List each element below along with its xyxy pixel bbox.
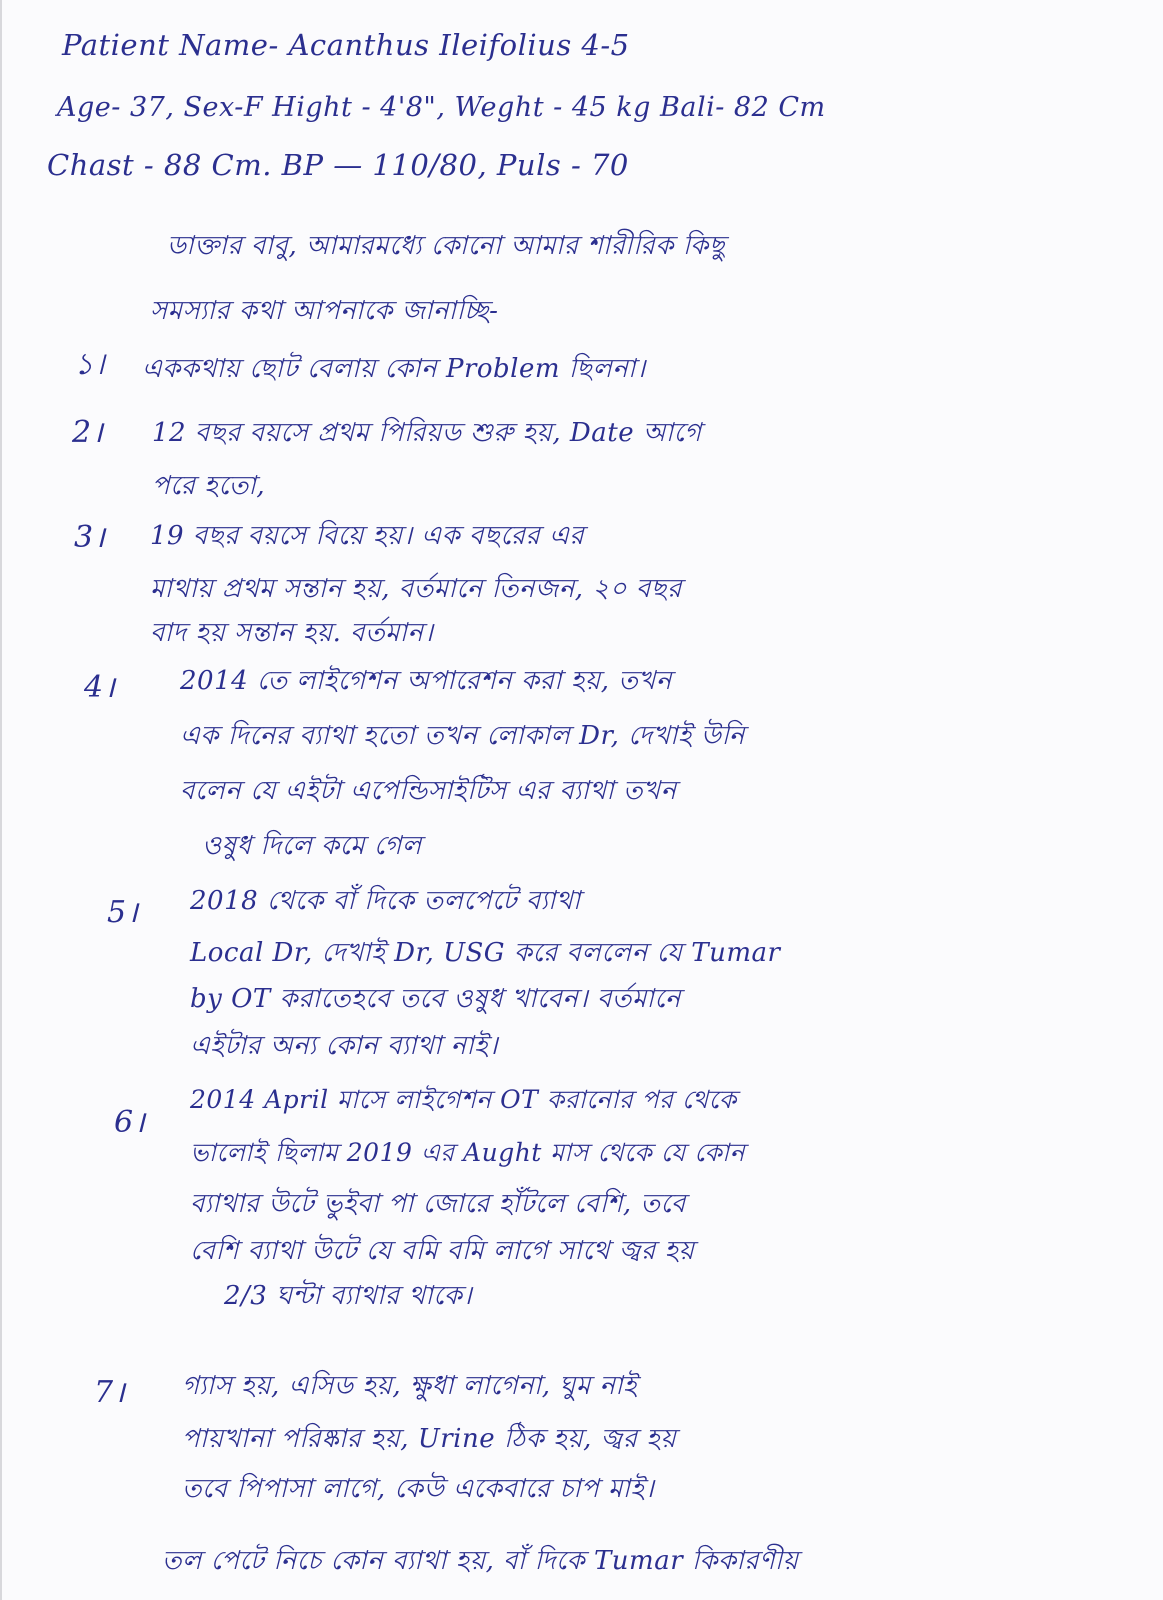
item-4-line-4: ওষুধ দিলে কমে গেল [202, 831, 422, 861]
item-4-number: 4। [84, 670, 116, 705]
item-6-line-1: 2014 April মাসে লাইগেশন OT করানোর পর থেকে [190, 1085, 737, 1114]
item-6-number: 6। [114, 1105, 146, 1140]
closing-line: তল পেটে নিচে কোন ব্যাথা হয়, বাঁ দিকে Tumar কিকারণীয় [162, 1546, 799, 1576]
item-4-line-2: এক দিনের ব্যাথা হতো তখন লোকাল Dr, দেখাই উনি [180, 721, 745, 751]
item-3-line-3: বাদ হয় সন্তান হয়. বর্তমান। [150, 618, 434, 648]
item-6-line-3: ব্যাথার উটে ভুইবা পা জোরে হাঁটলে বেশি, তবে [190, 1189, 686, 1219]
item-5-line-2: Local Dr, দেখাই Dr, USG করে বললেন যে Tumar [190, 938, 781, 968]
item-7-number: 7। [94, 1375, 126, 1410]
item-6-line-4: বেশি ব্যাথা উটে যে বমি বমি লাগে সাথে জ্বর হয় [190, 1236, 695, 1266]
item-2-line-1: 12 বছর বয়সে প্রথম পিরিয়ড শুরু হয়, Date আগে [152, 418, 702, 448]
item-7-line-1: গ্যাস হয়, এসিড হয়, ক্ষুধা লাগেনা, ঘুম নাই [182, 1371, 638, 1401]
patient-name-line: Patient Name- Acanthus Ileifolius 4-5 [62, 28, 630, 62]
item-5-line-3: by OT করাতেহবে তবে ওষুধ খাবেন। বর্তমানে [190, 984, 681, 1014]
item-3-line-2: মাথায় প্রথম সন্তান হয়, বর্তমানে তিনজন, ২০ বছর [150, 574, 682, 604]
item-7-line-2: পায়খানা পরিষ্কার হয়, Urine ঠিক হয়, জ্বর হয় [182, 1424, 677, 1454]
item-5-number: 5। [107, 895, 139, 930]
item-2-number: 2। [72, 415, 104, 450]
item-6-line-5: 2/3 ঘন্টা ব্যাথার থাকে। [224, 1281, 473, 1311]
item-3-line-1: 19 বছর বয়সে বিয়ে হয়। এক বছরের এর [150, 521, 585, 551]
greeting-line-2: সমস্যার কথা আপনাকে জানাচ্ছি- [150, 296, 499, 326]
item-4-line-1: 2014 তে লাইগেশন অপারেশন করা হয়, তখন [180, 666, 672, 696]
item-5-line-4: এইটার অন্য কোন ব্যাথা নাই। [190, 1031, 499, 1061]
item-2-line-2: পরে হতো, [152, 471, 266, 501]
item-4-line-3: বলেন যে এইটা এপেন্ডিসাইটিস এর ব্যাথা তখন [180, 776, 677, 806]
patient-vitals-line: Age- 37, Sex-F Hight - 4'8", Weght - 45 kg Bali- 82 Cm [57, 92, 826, 123]
item-3-number: 3। [74, 520, 106, 555]
item-7-line-3: তবে পিপাসা লাগে, কেউ একেবারে চাপ মাই। [182, 1474, 655, 1504]
patient-bp-line: Chast - 88 Cm. BP — 110/80, Puls - 70 [47, 148, 629, 182]
item-1-line-1: এককথায় ছোট বেলায় কোন Problem ছিলনা। [142, 354, 646, 384]
item-6-line-2: ভালোই ছিলাম 2019 এর Aught মাস থেকে যে কোন [190, 1138, 746, 1167]
item-1-number: ১। [74, 347, 106, 382]
greeting-line-1: ডাক্তার বাবু, আমারমধ্যে কোনো আমার শারীরিক কিছু [167, 231, 726, 261]
item-5-line-1: 2018 থেকে বাঁ দিকে তলপেটে ব্যাথা [190, 886, 581, 916]
